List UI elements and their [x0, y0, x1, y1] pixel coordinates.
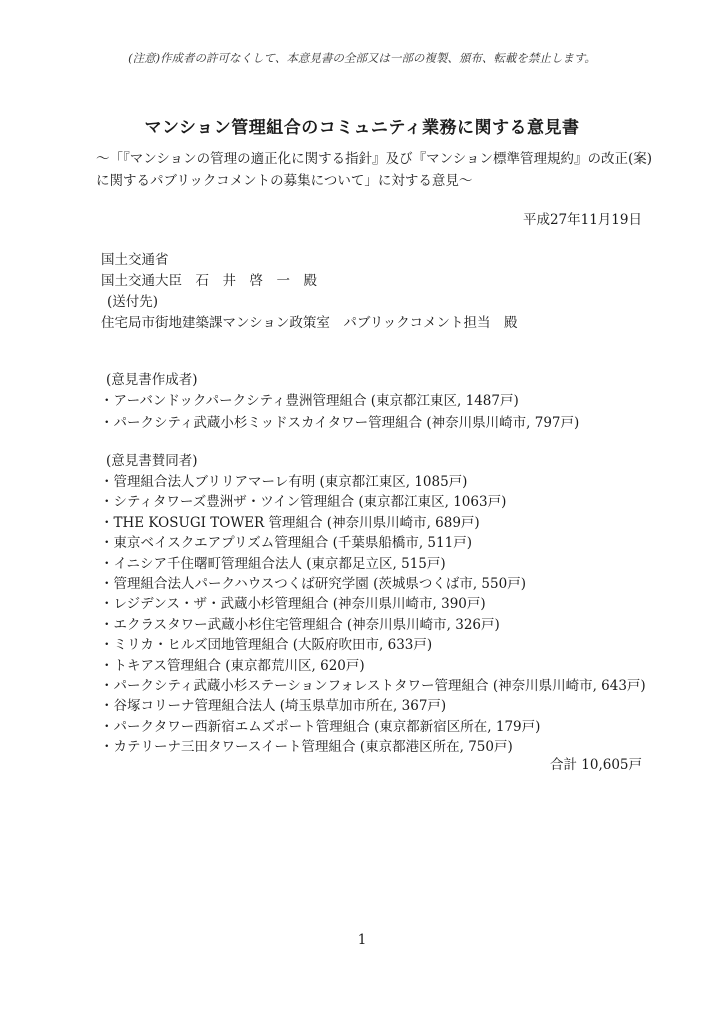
addressee-block: [101, 250, 518, 334]
list-item: ・アーバンドックパークシティ豊洲管理組合 (東京都江東区, 1487戸): [100, 393, 519, 409]
list-item: ・レジデンス・ザ・武蔵小杉管理組合 (神奈川県川崎市, 390戸): [100, 596, 486, 613]
supporters-label: (意見書賛同者): [106, 453, 198, 469]
list-item: ・東京ベイスクエアプリズム管理組合 (千葉県船橋市, 511戸): [100, 535, 472, 552]
list-item: ・管理組合法人パークハウスつくば研究学園 (茨城県つくば市, 550戸): [100, 576, 526, 593]
list-item: ・エクラスタワー武蔵小杉住宅管理組合 (神奈川県川崎市, 326戸): [100, 616, 500, 633]
supporters-section: [100, 451, 660, 758]
authors-label: (意見書作成者): [106, 372, 198, 388]
list-item: ・シティタワーズ豊洲ザ・ツイン管理組合 (東京都江東区, 1063戸): [100, 494, 507, 511]
list-item: ・パークタワー西新宿エムズポート管理組合 (東京都新宿区所在, 179戸): [100, 718, 541, 735]
list-item: ・ミリカ・ヒルズ団地管理組合 (大阪府吹田市, 633戸): [100, 637, 433, 654]
list-item: ・管理組合法人ブリリアマーレ有明 (東京都江東区, 1085戸): [100, 474, 468, 490]
list-item: ・谷塚コリーナ管理組合法人 (埼玉県草加市所在, 367戸): [100, 698, 447, 715]
copyright-notice: (注意)作成者の許可なくして、本意見書の全部又は一部の複製、頒布、転載を禁止します。: [128, 51, 596, 65]
list-item: ・トキアス管理組合 (東京都荒川区, 620戸): [100, 657, 365, 674]
subtitle-line-2: に関するパブリックコメントの募集について」に対する意見〜: [96, 173, 473, 189]
list-item: ・カテリーナ三田タワースイート管理組合 (東京都港区所在, 750戸): [100, 739, 513, 756]
subtitle-line-1: 〜「『マンションの管理の適正化に関する指針』及び『マンション標準管理規約』の改正(案): [96, 151, 653, 167]
addressee-minister: 国土交通大臣 石 井 啓 一 殿: [101, 273, 317, 289]
list-item: ・パークシティ武蔵小杉ミッドスカイタワー管理組合 (神奈川県川崎市, 797戸): [100, 414, 580, 431]
addressee-destination-label: (送付先): [107, 294, 159, 310]
addressee-ministry: 国土交通省: [101, 252, 169, 268]
page-number: 1: [357, 932, 367, 948]
list-item: ・THE KOSUGI TOWER 管理組合 (神奈川県川崎市, 689戸): [100, 514, 480, 531]
authors-section: [100, 370, 579, 434]
document-date: 平成27年11月19日: [522, 212, 642, 228]
total-units: 合計 10,605戸: [549, 757, 642, 773]
list-item: ・イニシア千住曙町管理組合法人 (東京都足立区, 515戸): [100, 555, 446, 572]
list-item: ・パークシティ武蔵小杉ステーションフォレストタワー管理組合 (神奈川県川崎市, 643戸): [100, 678, 646, 695]
document-subtitle: [96, 148, 656, 192]
addressee-office: 住宅局市街地建築課マンション政策室 パブリックコメント担当 殿: [101, 315, 518, 331]
document-title: マンション管理組合のコミュニティ業務に関する意見書: [144, 118, 580, 138]
